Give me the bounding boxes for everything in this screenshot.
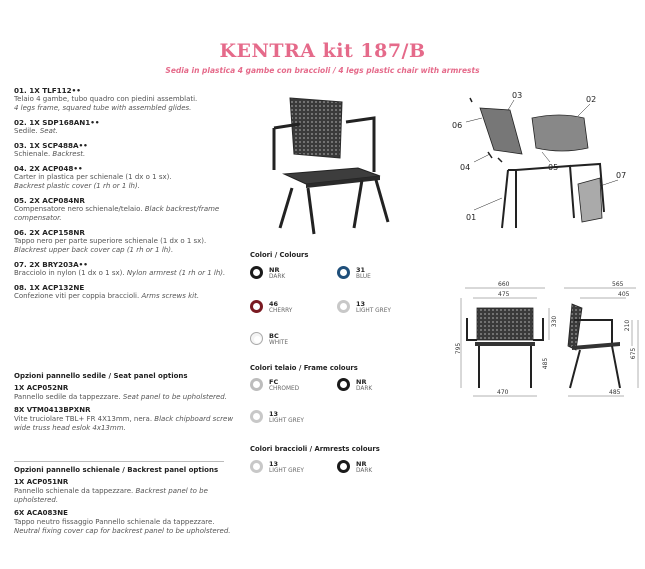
product-subtitle: Sedia in plastica 4 gambe con braccioli / 4 legs plastic chair with armrests [165, 66, 480, 75]
dim-front-back: 330 [551, 315, 559, 328]
parts-list [14, 86, 236, 306]
swatch-dot [337, 266, 350, 279]
dim-front-width: 660 [498, 281, 510, 288]
swatch-dot [250, 266, 263, 279]
exploded-view-diagram [450, 88, 640, 238]
callout-03: 03 [512, 91, 523, 100]
product-title: KENTRA kit 187/B [219, 40, 426, 62]
side-dimension-drawing [558, 280, 642, 410]
colour-options: Colori / Colours [250, 251, 309, 259]
dim-side-base: 485 [609, 389, 621, 396]
callout-06: 06 [452, 121, 463, 130]
option-item: 1X ACP051NR Pannello schienale da tappezzare. Backrest panel to be upholstered. [14, 478, 208, 504]
part-item: 06. 2X ACP158NR Tappo nero per parte superiore schienale (1 dx o 1 sx). Blackrest upper back cover cap (1 rh or 1 lh). [14, 228, 207, 254]
option-item: 8X VTM0413BPXNR Vite truciolare TBL+ FR 4X13mm, nera. Black chipboard screw wide truss head eslok 4x13mm. [14, 406, 234, 432]
dim-front-height: 795 [455, 342, 463, 355]
swatch-dot [337, 460, 350, 473]
dim-side-arm: 210 [624, 319, 632, 332]
dim-front-seat: 485 [542, 357, 550, 370]
swatch-dot [250, 460, 263, 473]
part-item: 03. 1X SCP488A•• Schienale. Backrest. [14, 141, 88, 158]
part-item: 05. 2X ACP084NR Compensatore nero schienale/telaio. Black backrest/frame compensator. [14, 196, 220, 222]
swatch-dot [337, 300, 350, 313]
callout-04: 04 [460, 163, 471, 172]
part-item: 04. 2X ACP048•• Carter in plastica per schienale (1 dx o 1 sx). Backrest plastic cover (1 rh or 1 lh). [14, 164, 172, 190]
swatch-dot [250, 410, 263, 423]
dim-side-depth: 565 [612, 281, 624, 288]
option-item: 1X ACP052NR Pannello sedile da tappezzare. Seat panel to be upholstered. [14, 384, 227, 401]
callout-02: 02 [586, 95, 597, 104]
swatch-dot [337, 378, 350, 391]
dim-side-inner: 405 [618, 291, 630, 298]
swatch-dot [250, 300, 263, 313]
part-item: 01. 1X TLF112•• Telaio 4 gambe, tubo quadro con piedini assemblati. 4 legs frame, squared tube with assembled glides. [14, 86, 198, 112]
swatch-dot [250, 332, 263, 345]
frame-colour-options: Colori telaio / Frame colours [250, 364, 358, 372]
option-item: 6X ACA083NE Tappo neutro fissaggio Pannello schienale da tappezzare. Neutral fixing cover cap for backrest panel to be upholstered. [14, 509, 231, 535]
divider [14, 461, 224, 462]
seat-panel-options: Opzioni pannello sedile / Seat panel options 1X ACP052NR Pannello sedile da tappezzare. Seat panel to be upholstered. 8X VTM0413BPXNR Vite truciolare TBL+ FR 4X13mm, nera. Black chipboard screw wide truss head eslok 4x13mm. [14, 372, 236, 437]
chair-photo [262, 88, 402, 238]
part-item: 02. 1X SDP168AN1•• Sedile. Seat. [14, 118, 100, 135]
callout-07: 07 [616, 171, 627, 180]
backrest-panel-options: Opzioni pannello schienale / Backrest panel options 1X ACP051NR Pannello schienale da tappezzare. Backrest panel to be upholstered. 6X ACA083NE Tappo neutro fissaggio Pannello schienale da tappezzare. Neutral fixing cover cap for backrest panel to be upholstered. [14, 466, 236, 540]
dim-side-arm-height: 675 [630, 347, 638, 360]
swatch-dot [250, 378, 263, 391]
part-item: 07. 2X BRY203A•• Bracciolo in nylon (1 dx o 1 sx). Nylon armrest (1 rh or 1 lh). [14, 260, 226, 277]
dim-front-inner: 475 [498, 291, 510, 298]
part-item: 08. 1X ACP132NE Confezione viti per coppia braccioli. Arms screws kit. [14, 283, 200, 300]
dim-front-base: 470 [497, 389, 509, 396]
armrest-colour-options: Colori braccioli / Armrests colours [250, 445, 380, 453]
callout-01: 01 [466, 213, 477, 222]
callout-05: 05 [548, 163, 559, 172]
